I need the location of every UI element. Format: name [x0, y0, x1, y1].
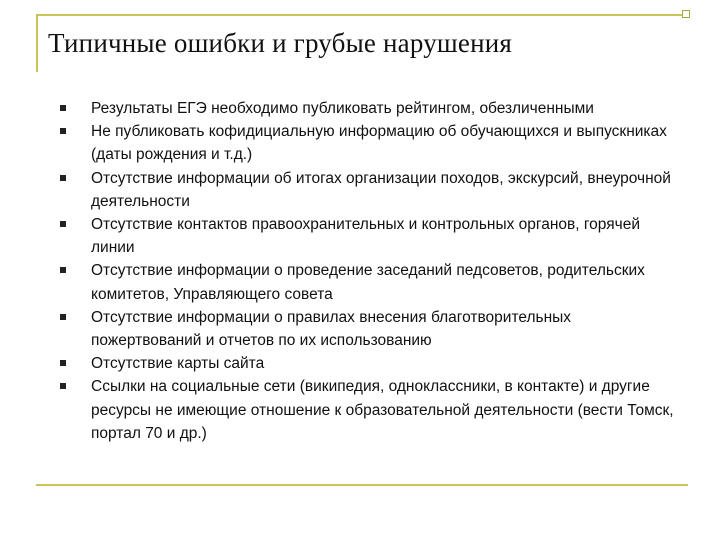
list-item	[58, 259, 678, 305]
list-item	[58, 97, 678, 120]
square-bullet-icon	[60, 175, 66, 181]
bullet-list	[58, 97, 678, 445]
list-item-text: Ссылки на социальные сети (википедия, одноклассники, в контакте) и другие ресурсы не имеющие отношение к образовательной деятельности (вести Томск, портал 70 и др.)	[91, 378, 674, 442]
list-item	[58, 306, 678, 352]
square-bullet-icon	[60, 105, 66, 111]
list-item	[58, 375, 678, 445]
list-item	[58, 213, 678, 259]
list-item-text: Отсутствие информации об итогах организации походов, экскурсий, внеурочной деятельности	[91, 169, 671, 210]
list-item-text: Результаты ЕГЭ необходимо публиковать рейтингом, обезличенными	[91, 100, 594, 117]
square-bullet-icon	[60, 314, 66, 320]
square-bullet-icon	[60, 360, 66, 366]
list-item-text: Отсутствие информации о проведение заседаний педсоветов, родительских комитетов, Управляющего совета	[91, 262, 645, 303]
corner-square-icon	[682, 10, 690, 18]
list-item-text: Не публиковать кофидициальную информацию об обучающихся и выпускниках (даты рождения и т.д.)	[91, 123, 667, 164]
list-item	[58, 352, 678, 375]
square-bullet-icon	[60, 221, 66, 227]
square-bullet-icon	[60, 383, 66, 389]
square-bullet-icon	[60, 267, 66, 273]
list-item-text: Отсутствие контактов правоохранительных и контрольных органов, горячей линии	[91, 216, 640, 257]
square-bullet-icon	[60, 128, 66, 134]
bottom-divider	[36, 484, 688, 486]
list-item-text: Отсутствие карты сайта	[91, 355, 265, 373]
list-item-text: Отсутствие информации о правилах внесения благотворительных пожертвований и отчетов по их использованию	[91, 308, 572, 350]
list-item	[58, 167, 678, 213]
list-item	[58, 120, 678, 166]
slide-title: Типичные ошибки и грубые нарушения	[48, 28, 513, 58]
